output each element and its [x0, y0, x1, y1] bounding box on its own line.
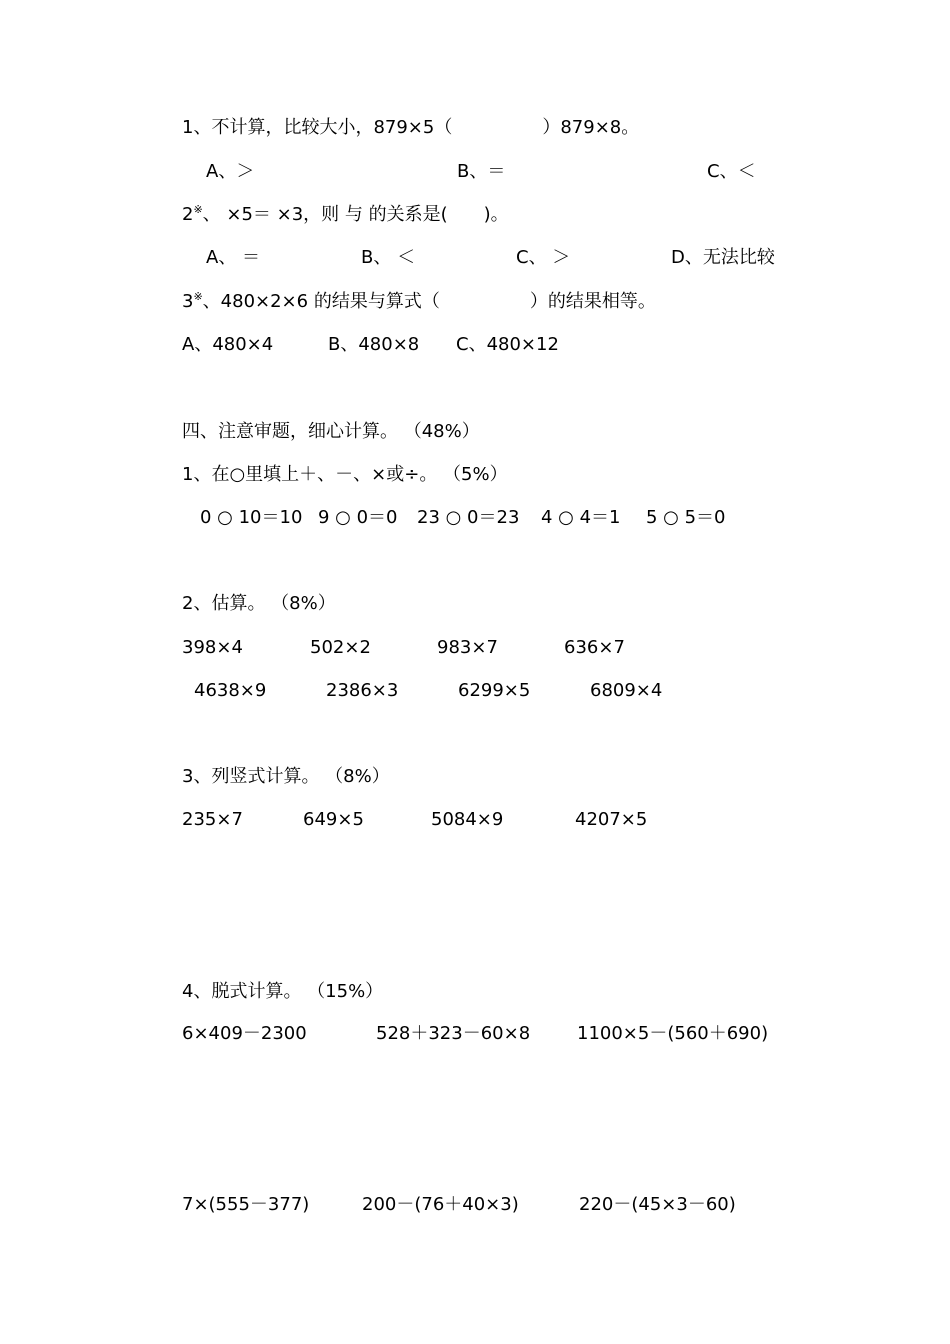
question-3-text: 、480×2×6 的结果与算式（ ）的结果相等。	[202, 291, 656, 312]
option-d: D、无法比较	[671, 247, 775, 268]
option-c: C、＜	[707, 161, 756, 182]
option-a: A、＞	[206, 161, 255, 182]
step-calc-item: 200－(76＋40×3)	[362, 1194, 519, 1215]
estimate-item: 2386×3	[326, 680, 399, 701]
option-b: B、＝	[457, 161, 506, 182]
question-3-stem	[182, 290, 656, 314]
estimate-item: 6299×5	[458, 680, 531, 701]
fill-operator-item: 9 ○ 0＝0	[318, 507, 398, 528]
step-calc-item: 7×(555－377)	[182, 1194, 310, 1215]
part-4-title: 4、脱式计算。 （15%）	[182, 981, 384, 1002]
fill-operator-item: 5 ○ 5＝0	[646, 507, 726, 528]
estimate-item: 6809×4	[590, 680, 663, 701]
step-calc-item: 6×409－2300	[182, 1023, 307, 1044]
step-calc-item: 528＋323－60×8	[376, 1023, 531, 1044]
fill-operator-item: 23 ○ 0＝23	[417, 507, 520, 528]
option-c: C、 ＞	[516, 247, 571, 268]
question-3-number: 3	[182, 291, 194, 312]
option-a: A、480×4	[182, 334, 274, 355]
question-1-stem: 1、不计算，比较大小，879×5（ ）879×8。	[182, 117, 640, 138]
question-2-mark: ※	[193, 203, 203, 216]
part-2-title: 2、估算。 （8%）	[182, 593, 336, 614]
estimate-item: 636×7	[564, 637, 625, 658]
option-b: B、480×8	[328, 334, 420, 355]
vertical-calc-item: 235×7	[182, 809, 243, 830]
step-calc-item: 220－(45×3－60)	[579, 1194, 736, 1215]
step-calc-item: 1100×5－(560＋690)	[577, 1023, 769, 1044]
fill-operator-item: 0 ○ 10＝10	[200, 507, 303, 528]
option-c: C、480×12	[456, 334, 559, 355]
vertical-calc-item: 5084×9	[431, 809, 504, 830]
option-b: B、 ＜	[361, 247, 416, 268]
fill-operator-item: 4 ○ 4＝1	[541, 507, 621, 528]
vertical-calc-item: 4207×5	[575, 809, 648, 830]
estimate-item: 502×2	[310, 637, 371, 658]
question-3-mark: ※	[193, 290, 203, 303]
question-2-stem	[182, 203, 509, 227]
part-3-title: 3、列竖式计算。 （8%）	[182, 766, 390, 787]
estimate-item: 983×7	[437, 637, 498, 658]
estimate-item: 4638×9	[194, 680, 267, 701]
estimate-item: 398×4	[182, 637, 243, 658]
vertical-calc-item: 649×5	[303, 809, 364, 830]
part-1-title: 1、在○里填上＋、－、×或÷。 （5%）	[182, 464, 508, 485]
section-title: 四、注意审题，细心计算。 （48%）	[182, 421, 480, 442]
question-2-number: 2	[182, 204, 194, 225]
question-2-text: 、 ×5＝ ×3，则 与 的关系是( )。	[202, 204, 509, 225]
option-a: A、 ＝	[206, 247, 261, 268]
